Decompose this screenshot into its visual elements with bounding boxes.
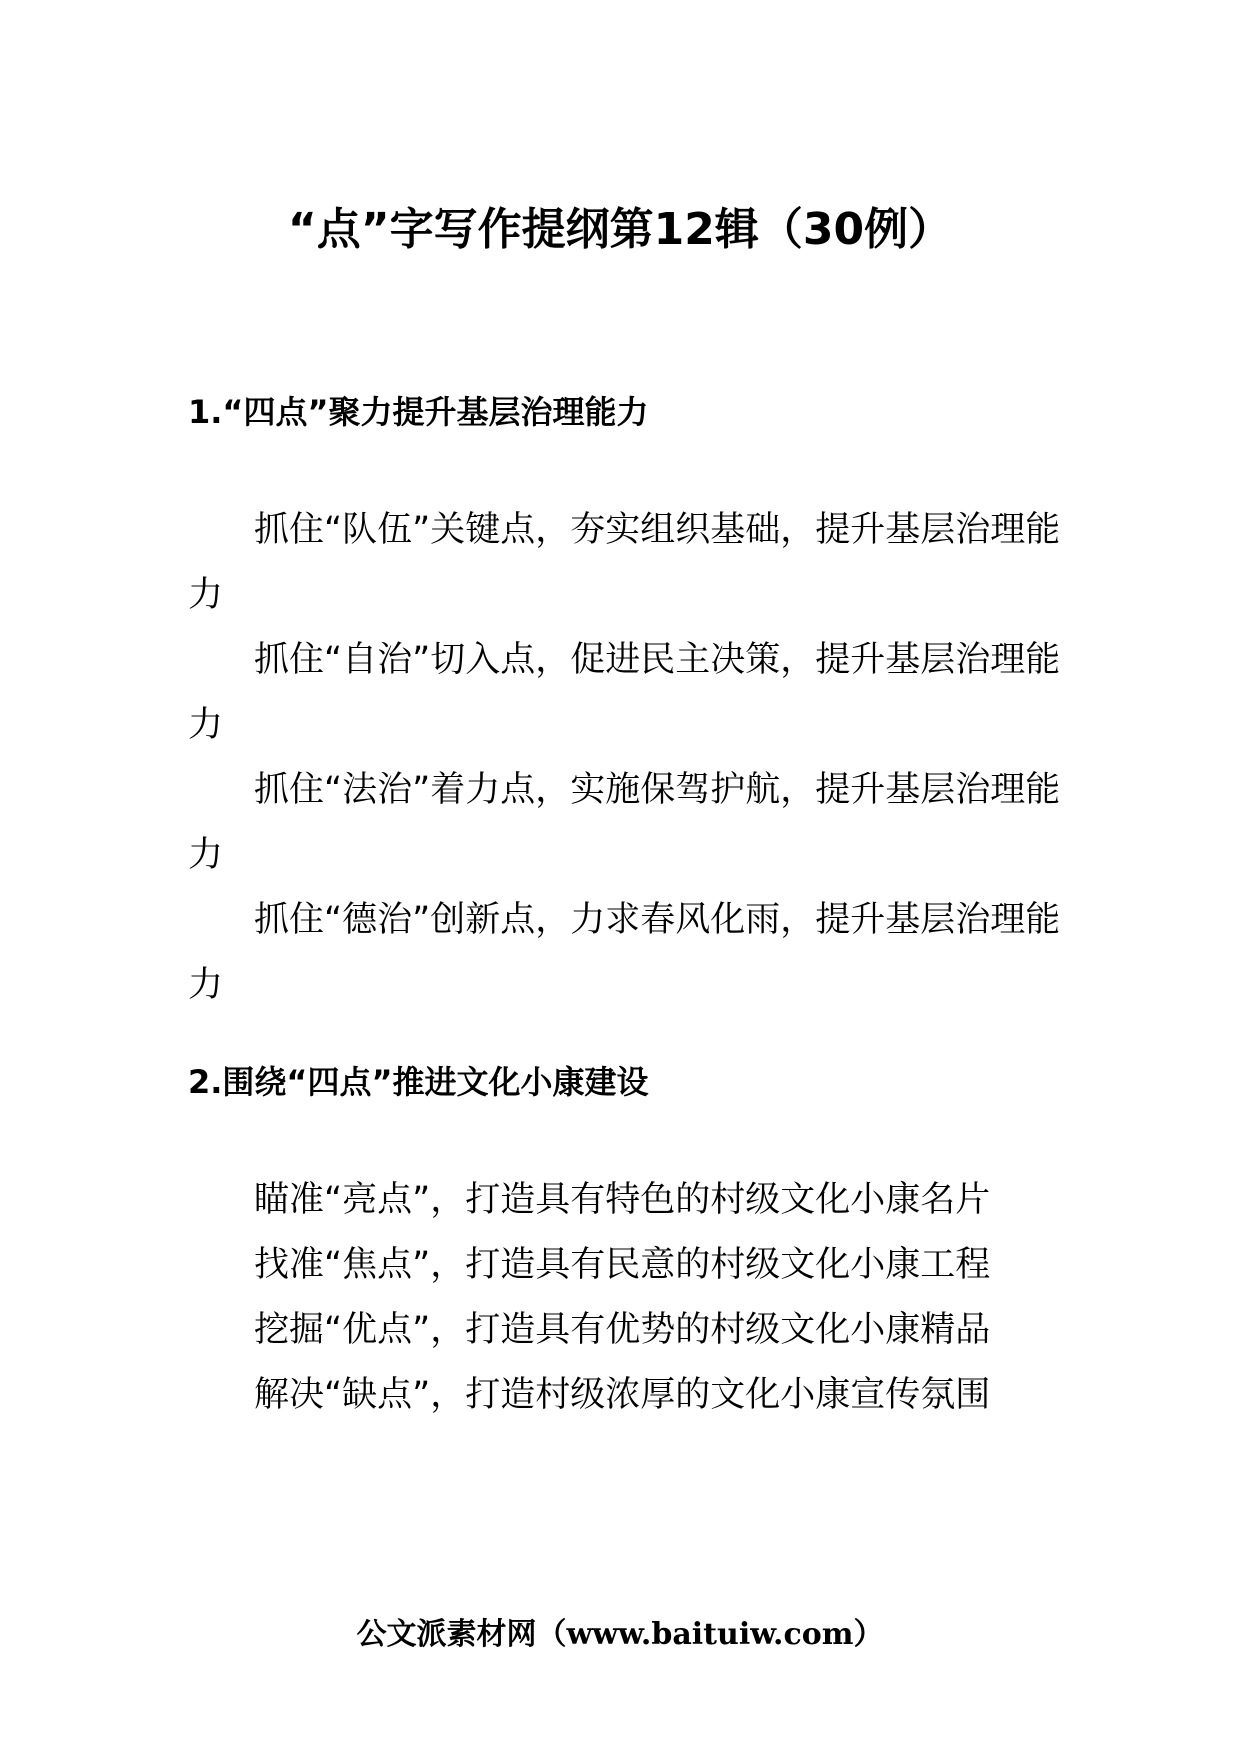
- section-1-item-3: 抓住“法治”着力点，实施保驾护航，提升基层治理能力: [188, 770, 1061, 875]
- section-heading-2: 2.围绕“四点”推进文化小康建设: [188, 1063, 649, 1101]
- section-2-item-4: 解决“缺点”，打造村级浓厚的文化小康宣传氛围: [254, 1375, 991, 1415]
- document-title: “点”字写作提纲第12辑（30例）: [287, 204, 953, 255]
- section-2-item-1: 瞄准“亮点”，打造具有特色的村级文化小康名片: [254, 1180, 991, 1220]
- section-1-item-1: 抓住“队伍”关键点，夯实组织基础，提升基层治理能力: [188, 510, 1061, 615]
- section-2-item-3: 挖掘“优点”，打造具有优势的村级文化小康精品: [254, 1310, 991, 1350]
- section-heading-1: 1.“四点”聚力提升基层治理能力: [188, 393, 649, 431]
- section-2-item-2: 找准“焦点”，打造具有民意的村级文化小康工程: [254, 1245, 991, 1285]
- section-1-item-4: 抓住“德治”创新点，力求春风化雨，提升基层治理能力: [188, 900, 1061, 1005]
- footer-source: 公文派素材网（www.baituiw.com）: [356, 1617, 884, 1652]
- section-1-item-2: 抓住“自治”切入点，促进民主决策，提升基层治理能力: [188, 640, 1061, 745]
